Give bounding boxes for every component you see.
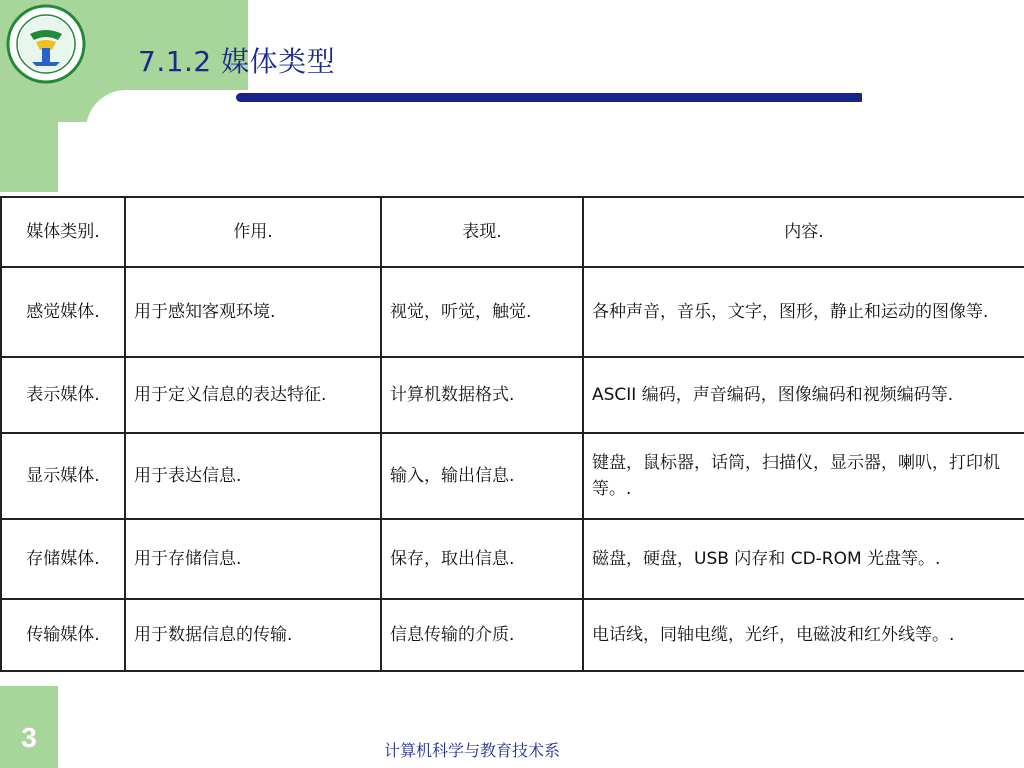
table-cell: 用于表达信息.	[125, 433, 381, 519]
table-cell: 磁盘，硬盘，USB 闪存和 CD-ROM 光盘等。.	[583, 519, 1024, 599]
table-cell: 计算机数据格式.	[381, 357, 583, 433]
table-cell: 感觉媒体.	[1, 267, 125, 357]
table-header-row	[1, 197, 1024, 267]
table-cell: ASCII 编码，声音编码，图像编码和视频编码等.	[583, 357, 1024, 433]
table-row	[1, 357, 1024, 433]
table-cell: 输入，输出信息.	[381, 433, 583, 519]
header-cell-function: 作用.	[125, 197, 381, 267]
table-cell: 电话线，同轴电缆，光纤，电磁波和红外线等。.	[583, 599, 1024, 671]
table-cell: 各种声音，音乐，文字，图形，静止和运动的图像等.	[583, 267, 1024, 357]
media-type-table-wrapper	[0, 196, 1024, 666]
footer-department: 计算机科学与教育技术系	[384, 741, 561, 760]
table-cell: 用于定义信息的表达特征.	[125, 357, 381, 433]
table-cell: 键盘，鼠标器，话筒，扫描仪，显示器，喇叭，打印机等。.	[583, 433, 1024, 519]
white-curve-mask	[86, 90, 248, 154]
header-cell-content: 内容.	[583, 197, 1024, 267]
table-cell: 显示媒体.	[1, 433, 125, 519]
page-number: 3	[21, 722, 37, 753]
table-cell: 用于存储信息.	[125, 519, 381, 599]
table-cell: 传输媒体.	[1, 599, 125, 671]
table-row	[1, 599, 1024, 671]
header-cell-category: 媒体类别.	[1, 197, 125, 267]
table-cell: 用于感知客观环境.	[125, 267, 381, 357]
media-type-table	[0, 196, 1024, 672]
table-row	[1, 519, 1024, 599]
table-row	[1, 433, 1024, 519]
title-underline-bar	[236, 93, 862, 102]
table-cell: 保存，取出信息.	[381, 519, 583, 599]
table-cell: 视觉，听觉，触觉.	[381, 267, 583, 357]
left-green-strip	[0, 122, 58, 192]
table-cell: 信息传输的介质.	[381, 599, 583, 671]
header-cell-presentation: 表现.	[381, 197, 583, 267]
university-seal-logo-icon	[6, 4, 86, 84]
table-cell: 表示媒体.	[1, 357, 125, 433]
table-cell: 存储媒体.	[1, 519, 125, 599]
side-green-panel	[0, 90, 86, 122]
slide-title: 7.1.2 媒体类型	[138, 45, 336, 78]
table-row	[1, 267, 1024, 357]
table-cell: 用于数据信息的传输.	[125, 599, 381, 671]
